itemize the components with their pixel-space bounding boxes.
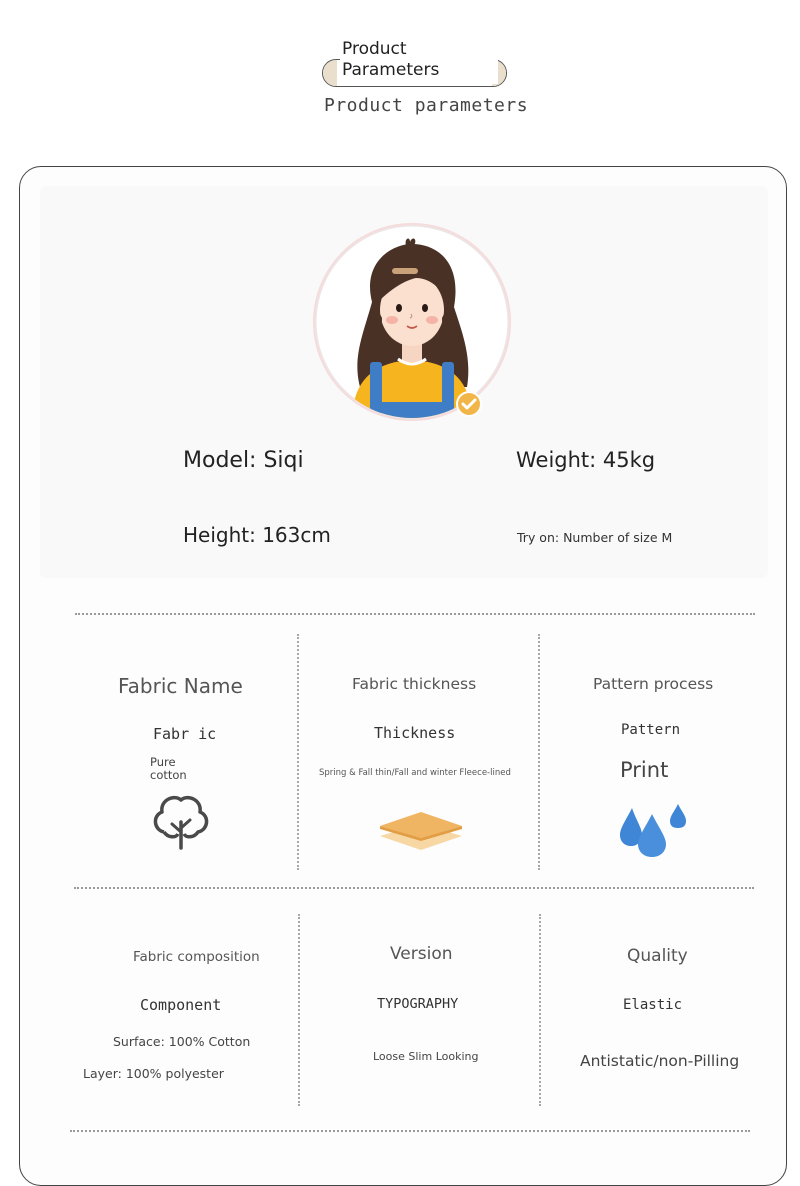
quality-label: Elastic: [623, 997, 683, 1013]
quality-title: Quality: [627, 946, 688, 966]
fabric-composition-title: Fabric composition: [133, 949, 260, 965]
model-name: Model: Siqi: [183, 448, 304, 473]
divider-top: [75, 613, 755, 615]
model-height: Height: 163cm: [183, 523, 331, 547]
water-drops-icon: [618, 800, 690, 860]
fabric-composition-surface: Surface: 100% Cotton: [113, 1034, 251, 1049]
fabric-name-value: Pure cotton: [150, 755, 187, 782]
fabric-name-label: Fabr ic: [153, 725, 217, 743]
fabric-thickness-value: Spring & Fall thin/Fall and winter Fleece-lined: [319, 768, 511, 778]
fabric-name-title: Fabric Name: [118, 674, 243, 698]
fabric-thickness-title: Fabric thickness: [352, 675, 477, 693]
quality-value: Antistatic/non-Pilling: [580, 1052, 740, 1070]
version-label: TYPOGRAPHY: [377, 996, 459, 1012]
model-weight: Weight: 45kg: [516, 448, 656, 472]
fabric-thickness-label: Thickness: [374, 724, 456, 742]
pattern-process-title: Pattern process: [593, 675, 714, 693]
fabric-composition-label: Component: [140, 996, 222, 1014]
cotton-tree-icon: [150, 792, 212, 852]
section-title: Product Parameters: [342, 39, 440, 80]
divider-bottom: [70, 1130, 750, 1132]
version-value: Loose Slim Looking: [373, 1050, 479, 1063]
verified-check-icon: [455, 390, 483, 418]
fabric-layers-icon: [378, 808, 464, 854]
pattern-process-label: Pattern: [621, 722, 681, 738]
section-subtitle: Product parameters: [324, 95, 529, 116]
version-title: Version: [390, 944, 453, 964]
model-try-on-size: Try on: Number of size M: [517, 530, 673, 545]
column-divider: [539, 914, 541, 1106]
divider-middle: [74, 887, 754, 889]
pill-accent-left: [323, 60, 337, 86]
pattern-process-value: Print: [620, 758, 669, 782]
column-divider: [297, 634, 299, 870]
fabric-composition-layer: Layer: 100% polyester: [83, 1066, 224, 1081]
column-divider: [538, 634, 540, 870]
column-divider: [298, 914, 300, 1106]
